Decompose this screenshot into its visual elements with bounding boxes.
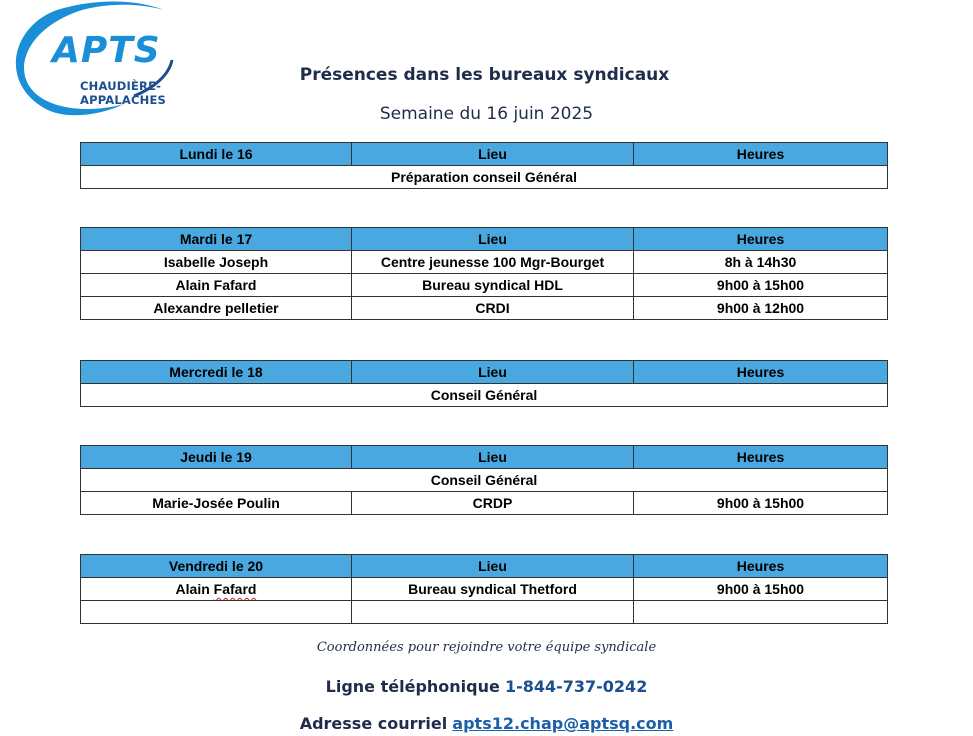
- heures-header: Heures: [634, 143, 888, 166]
- lieu-header: Lieu: [352, 361, 634, 384]
- logo-wordmark: APTS: [52, 30, 161, 71]
- logo-region: CHAUDIÈRE-APPALACHES: [80, 79, 167, 107]
- phone-line: [0, 677, 973, 696]
- heures-header: Heures: [634, 555, 888, 578]
- event-cell: Conseil Général: [81, 384, 888, 407]
- table-row: [81, 578, 888, 601]
- schedule-table-wednesday: [80, 360, 888, 407]
- table-row: [81, 492, 888, 515]
- hours-cell: 9h00 à 15h00: [634, 578, 888, 601]
- day-header: Jeudi le 19: [81, 446, 352, 469]
- person-cell: Alain Fafard: [81, 578, 352, 601]
- person-cell: Alain Fafard: [81, 274, 352, 297]
- table-header-row: [81, 361, 888, 384]
- lieu-header: Lieu: [352, 143, 634, 166]
- person-cell: Alexandre pelletier: [81, 297, 352, 320]
- lieu-header: Lieu: [352, 228, 634, 251]
- schedule-table-tuesday: [80, 227, 888, 320]
- place-cell: Bureau syndical HDL: [352, 274, 634, 297]
- lieu-header: Lieu: [352, 555, 634, 578]
- table-row: [81, 297, 888, 320]
- hours-cell: [634, 601, 888, 624]
- heures-header: Heures: [634, 361, 888, 384]
- person-cell: Marie-Josée Poulin: [81, 492, 352, 515]
- hours-cell: 8h à 14h30: [634, 251, 888, 274]
- person-cell: Isabelle Joseph: [81, 251, 352, 274]
- table-row: [81, 601, 888, 624]
- hours-cell: 9h00 à 12h00: [634, 297, 888, 320]
- phone-label: Ligne téléphonique: [325, 677, 500, 696]
- table-row: [81, 166, 888, 189]
- place-cell: [352, 601, 634, 624]
- person-cell: [81, 601, 352, 624]
- table-header-row: [81, 228, 888, 251]
- table-header-row: [81, 143, 888, 166]
- day-header: Vendredi le 20: [81, 555, 352, 578]
- table-header-row: [81, 555, 888, 578]
- table-row: [81, 384, 888, 407]
- schedule-table-friday: [80, 554, 888, 624]
- hours-cell: 9h00 à 15h00: [634, 492, 888, 515]
- table-row: [81, 469, 888, 492]
- place-cell: CRDI: [352, 297, 634, 320]
- page-title: Présences dans les bureaux syndicaux: [299, 65, 670, 85]
- table-header-row: [81, 446, 888, 469]
- place-cell: Centre jeunesse 100 Mgr-Bourget: [352, 251, 634, 274]
- day-header: Lundi le 16: [81, 143, 352, 166]
- email-label: Adresse courriel: [299, 714, 448, 733]
- spellcheck-word: Fafard: [213, 581, 257, 597]
- schedule-table-monday: [80, 142, 888, 189]
- place-cell: CRDP: [352, 492, 634, 515]
- table-row: [81, 274, 888, 297]
- day-header: Mardi le 17: [81, 228, 352, 251]
- phone-number: 1-844-737-0242: [504, 677, 648, 696]
- heures-header: Heures: [634, 228, 888, 251]
- email-line: [0, 714, 973, 733]
- event-cell: Préparation conseil Général: [81, 166, 888, 189]
- contact-intro: Coordonnées pour rejoindre votre équipe syndicale: [316, 640, 657, 655]
- hours-cell: 9h00 à 15h00: [634, 274, 888, 297]
- lieu-header: Lieu: [352, 446, 634, 469]
- day-header: Mercredi le 18: [81, 361, 352, 384]
- page-subtitle: Semaine du 16 juin 2025: [379, 104, 594, 124]
- schedule-table-thursday: [80, 445, 888, 515]
- table-row: [81, 251, 888, 274]
- event-cell: Conseil Général: [81, 469, 888, 492]
- heures-header: Heures: [634, 446, 888, 469]
- place-cell: Bureau syndical Thetford: [352, 578, 634, 601]
- email-link[interactable]: apts12.chap@aptsq.com: [452, 714, 674, 733]
